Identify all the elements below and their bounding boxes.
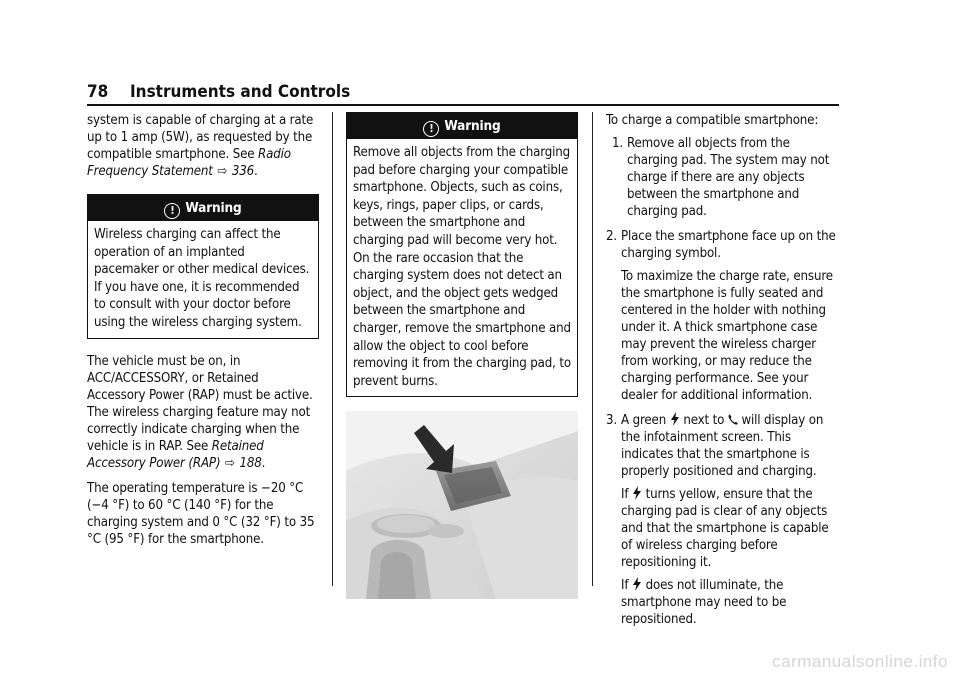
page-header [87, 82, 839, 106]
reference-page[interactable]: 336 [231, 164, 255, 179]
warning-text: Wireless charging can affect the operation of an implanted pacemaker or other medical devices. If you have one, it is recommended to consult with your doctor before using the wireless charging system. [94, 227, 310, 330]
paragraph-charging-rate: system is capable of charging at a rate up to 1 amp (5W), as requested by the compatible smartphone. See Radio Frequency Statement ⇨ 336. [87, 113, 314, 179]
reference-arrow-icon: ⇨ [217, 164, 228, 179]
column-2 [346, 112, 578, 599]
step-number: 1. [612, 136, 624, 151]
reference-arrow-icon: ⇨ [225, 455, 235, 471]
watermark-text: carmanualsonline.info [772, 652, 948, 671]
warning-title: Warning [185, 200, 242, 216]
paragraph-vehicle-power: The vehicle must be on, in ACC/ACCESSORY, or Retained Accessory Power (RAP) must be active. The wireless charging feature may not correctly indicate charging when the vehicle is in RAP. See Retained Accessory Power (RAP) ⇨ 188. [87, 353, 313, 471]
step-number: 2. [606, 229, 618, 244]
column-divider-1 [332, 112, 333, 586]
column-1 [87, 112, 319, 556]
warning-box-objects [346, 112, 578, 397]
paragraph-text: system is capable of charging at a rate up to 1 amp (5W), as requested by the compatible smartphone. See [87, 113, 314, 162]
paragraph-operating-temperature: The operating temperature is −20 °C (−4 °F) to 60 °C (140 °F) for the charging system and 0 °C (32 °F) to 35 °C (95 °F) for the smartphone. [87, 480, 315, 547]
list-item [606, 228, 842, 404]
cross-reference-link[interactable]: Radio Frequency Statement [87, 147, 291, 179]
column-3 [606, 112, 842, 636]
list-item [606, 412, 842, 628]
warning-box-pacemaker [87, 194, 319, 339]
cross-reference-link[interactable]: Retained Accessory Power (RAP) [87, 438, 264, 471]
warning-text: Remove all objects from the charging pad before charging your compatible smartphone. Objects, such as coins, keys, rings, paper clips, or cards, between the smartphone and charging pad will become very hot. On the rare occasion that the charging system does not detect an object, and the object gets wedged between the smartphone and charger, remove the smartphone and allow the object to cool before removing it from the charging pad, to prevent burns. [353, 145, 571, 389]
step-note: To maximize the charge rate, ensure the smartphone is fully seated and centered in the holder with nothing under it. A thick smartphone case may prevent the wireless charger from working, or may reduce the charging performance. See your dealer for additional information. [621, 269, 833, 403]
reference-page[interactable]: 188 [239, 455, 262, 471]
charging-steps-list [606, 135, 842, 628]
list-item [612, 135, 842, 220]
header-rule [87, 104, 839, 106]
page-number: 78 [87, 82, 109, 102]
step-text: Place the smartphone face up on the charging symbol. [621, 229, 836, 261]
phone-icon [728, 414, 738, 425]
step-note: If does not illuminate, the smartphone may need to be repositioned. [621, 578, 787, 627]
step-number: 3. [606, 413, 618, 428]
warning-header [347, 113, 577, 139]
charging-bolt-icon [632, 486, 642, 500]
paragraph-text: The vehicle must be on, in ACC/ACCESSORY, or Retained Accessory Power (RAP) must be active. The wireless charging feature may not correctly indicate charging when the vehicle is in RAP. See [87, 353, 313, 454]
section-title: Instruments and Controls [130, 82, 351, 102]
warning-title: Warning [444, 118, 501, 134]
steps-intro: To charge a compatible smartphone: [606, 113, 819, 128]
warning-icon: ! [164, 203, 180, 219]
column-divider-2 [592, 112, 593, 586]
step-text: A green next to will display on the infotainment screen. This indicates that the smartphone is properly positioned and charging. [621, 413, 824, 479]
warning-icon: ! [423, 121, 439, 137]
charging-pad-photo [346, 411, 578, 599]
charging-bolt-icon [632, 577, 642, 591]
step-note: If turns yellow, ensure that the charging pad is clear of any objects and that the smartphone is capable of wireless charging before repositioning it. [621, 487, 829, 570]
step-text: Remove all objects from the charging pad. The system may not charge if there are any objects between the smartphone and charging pad. [627, 136, 830, 219]
charging-bolt-icon [670, 412, 680, 426]
warning-header [88, 195, 318, 221]
